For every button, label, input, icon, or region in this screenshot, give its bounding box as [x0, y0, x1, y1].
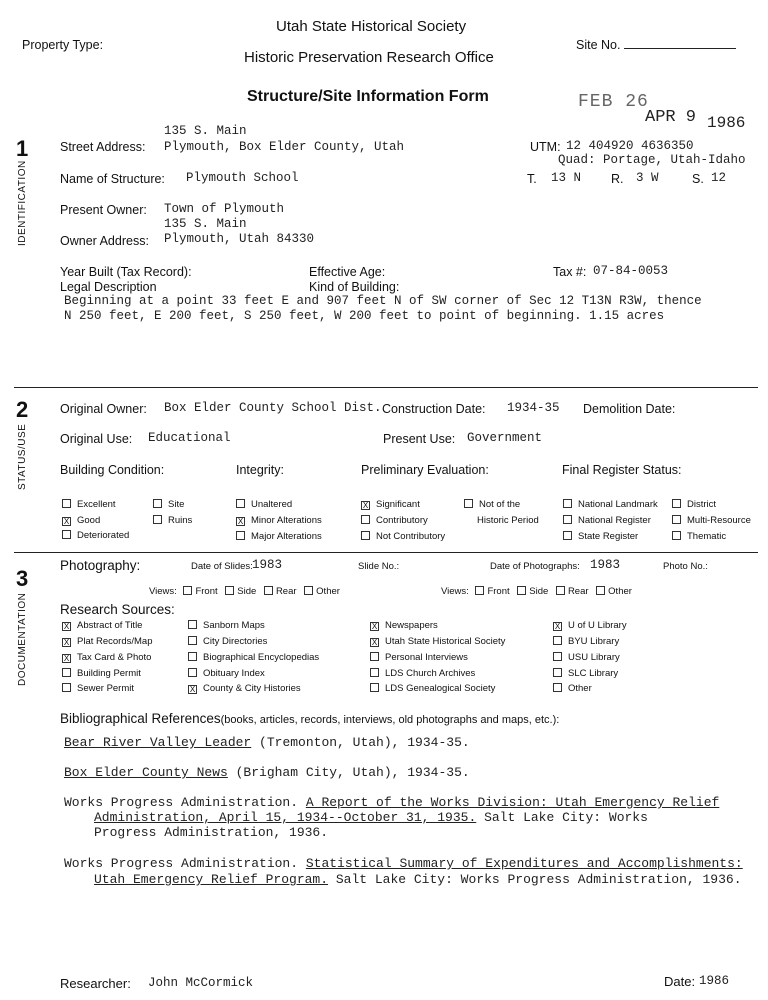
checkbox-box: [153, 499, 162, 508]
checkbox-major-alterations[interactable]: Major Alterations: [236, 531, 322, 542]
reference-2: Box Elder County News (Brigham City, Utah), 1934-35.: [64, 765, 470, 780]
checkbox-tax-card[interactable]: X Tax Card & Photo: [63, 652, 152, 663]
section-label-status-use: STATUS/USE: [17, 423, 28, 490]
checkbox-district[interactable]: District: [672, 499, 716, 510]
final-register-status-label: Final Register Status:: [562, 463, 682, 477]
section-number-2: 2: [16, 397, 29, 422]
street-address-label: Street Address:: [60, 140, 146, 154]
reference-4-line-1: Works Progress Administration. Statistical Summary of Expenditures and Accomplishments:: [64, 856, 743, 871]
section-s-value: 12: [711, 171, 727, 185]
checkbox-box: [62, 530, 71, 539]
checkbox-box: [188, 620, 197, 629]
checkbox-box: [62, 668, 71, 677]
checkbox-box: [62, 499, 71, 508]
checkbox-photos-side[interactable]: [517, 586, 526, 595]
original-owner-value: Box Elder County School Dist.: [164, 401, 382, 415]
received-stamp-feb: FEB 26: [578, 92, 649, 112]
checkbox-contributory[interactable]: Contributory: [361, 515, 428, 526]
checkbox-good[interactable]: X Good: [63, 515, 101, 526]
checkbox-not-contributory[interactable]: Not Contributory: [361, 531, 445, 542]
checkbox-box-checked: X: [554, 622, 561, 631]
present-owner-value: Town of Plymouth: [164, 202, 285, 216]
section-s-label: S.: [692, 172, 704, 186]
section-number-1: 1: [16, 136, 29, 161]
checkbox-box-checked: X: [63, 654, 70, 663]
checkbox-box: [188, 668, 197, 677]
checkbox-building-permit[interactable]: Building Permit: [62, 668, 141, 679]
preliminary-evaluation-label: Preliminary Evaluation:: [361, 463, 489, 477]
checkbox-box-checked: X: [371, 638, 378, 647]
section-label-documentation: DOCUMENTATION: [17, 592, 28, 686]
checkbox-lds-genealogical-society[interactable]: LDS Genealogical Society: [370, 683, 495, 694]
present-use-value: Government: [467, 431, 543, 445]
checkbox-newspapers[interactable]: X Newspapers: [371, 620, 438, 631]
checkbox-u-of-u-library[interactable]: X U of U Library: [554, 620, 627, 631]
checkbox-box: [370, 652, 379, 661]
checkbox-biographical-encyclopedias[interactable]: Biographical Encyclopedias: [188, 652, 319, 663]
checkbox-not-of-historic-period[interactable]: Not of the: [464, 499, 520, 510]
checkbox-photos-other[interactable]: [596, 586, 605, 595]
checkbox-box: [188, 652, 197, 661]
checkbox-sanborn-maps[interactable]: Sanborn Maps: [188, 620, 265, 631]
checkbox-box-checked: X: [237, 517, 244, 526]
checkbox-box: [62, 683, 71, 692]
checkbox-box: [188, 636, 197, 645]
street-address-value: Plymouth, Box Elder County, Utah: [164, 140, 405, 154]
checkbox-box: [361, 515, 370, 524]
checkbox-slides-front[interactable]: [183, 586, 192, 595]
date-of-photographs-value: 1983: [590, 558, 621, 572]
checkbox-box-checked: X: [189, 685, 196, 694]
checkbox-box: [370, 683, 379, 692]
received-stamp-apr: APR 9: [645, 108, 697, 127]
reference-4-line-2: Utah Emergency Relief Program. Salt Lake City: Works Progress Administration, 1936.: [94, 872, 742, 887]
owner-address-line-2: Plymouth, Utah 84330: [164, 232, 315, 246]
checkbox-box: [553, 652, 562, 661]
checkbox-box-checked: X: [362, 501, 369, 510]
checkbox-box: [464, 499, 473, 508]
year-built-label: Year Built (Tax Record):: [60, 265, 192, 279]
checkbox-state-register[interactable]: State Register: [563, 531, 638, 542]
checkbox-obituary-index[interactable]: Obituary Index: [188, 668, 265, 679]
office-name: Historic Preservation Research Office: [244, 49, 494, 66]
quad-value: Quad: Portage, Utah-Idaho: [558, 153, 746, 167]
org-name: Utah State Historical Society: [276, 18, 467, 35]
checkbox-box: [361, 531, 370, 540]
section-divider-2: [14, 552, 758, 553]
checkbox-city-directories[interactable]: City Directories: [188, 636, 267, 647]
checkbox-box: [563, 515, 572, 524]
checkbox-site[interactable]: Site: [153, 499, 184, 510]
original-use-value: Educational: [148, 431, 231, 445]
owner-address-label: Owner Address:: [60, 234, 149, 248]
checkbox-photos-front[interactable]: [475, 586, 484, 595]
structure-name-value: Plymouth School: [186, 171, 299, 185]
legal-description-line-1: Beginning at a point 33 feet E and 907 feet N of SW corner of Sec 12 T13N R3W, thence: [64, 294, 702, 308]
checkbox-box-checked: X: [63, 622, 70, 631]
legal-description-label: Legal Description: [60, 280, 157, 294]
checkbox-box-checked: X: [63, 638, 70, 647]
checkbox-unaltered[interactable]: Unaltered: [236, 499, 292, 510]
slide-no-label: Slide No.:: [358, 561, 400, 572]
reference-3-line-2: Administration, April 15, 1934--October 31, 1935. Salt Lake City: Works: [94, 810, 648, 825]
date-value: 1986: [699, 974, 730, 988]
checkbox-box: [553, 683, 562, 692]
received-stamp-year: 1986: [707, 114, 746, 132]
utm-label: UTM:: [530, 140, 561, 154]
construction-date-label: Construction Date:: [382, 402, 486, 416]
original-owner-label: Original Owner:: [60, 402, 147, 416]
legal-description-line-2: N 250 feet, E 200 feet, S 250 feet, W 200 feet to point of beginning. 1.15 acres: [64, 309, 665, 323]
photo-no-label: Photo No.:: [663, 561, 708, 572]
slides-views-row: Views: Front Side Rear Other: [149, 586, 340, 597]
checkbox-minor-alterations[interactable]: X Minor Alterations: [237, 515, 322, 526]
checkbox-box: [370, 668, 379, 677]
checkbox-byu-library[interactable]: BYU Library: [553, 636, 619, 647]
checkbox-slides-rear[interactable]: [264, 586, 273, 595]
checkbox-photos-rear[interactable]: [556, 586, 565, 595]
tax-number-label: Tax #:: [553, 265, 587, 279]
reference-1: Bear River Valley Leader (Tremonton, Utah), 1934-35.: [64, 735, 470, 750]
research-sources-label: Research Sources:: [60, 602, 175, 617]
checkbox-slides-other[interactable]: [304, 586, 313, 595]
checkbox-thematic[interactable]: Thematic: [672, 531, 726, 542]
range-label: R.: [611, 172, 624, 186]
street-line-1: 135 S. Main: [164, 124, 247, 138]
checkbox-slc-library[interactable]: SLC Library: [553, 668, 618, 679]
checkbox-box: [672, 531, 681, 540]
checkbox-other-source[interactable]: Other: [553, 683, 592, 694]
checkbox-utah-state-historical-society[interactable]: X Utah State Historical Society: [371, 636, 506, 647]
checkbox-personal-interviews[interactable]: Personal Interviews: [370, 652, 468, 663]
checkbox-box: [563, 499, 572, 508]
date-of-slides-value: 1983: [252, 558, 283, 572]
checkbox-plat-records[interactable]: X Plat Records/Map: [63, 636, 153, 647]
effective-age-label: Effective Age:: [309, 265, 386, 279]
checkbox-box: [563, 531, 572, 540]
section-label-identification: IDENTIFICATION: [17, 160, 28, 246]
checkbox-national-register[interactable]: National Register: [563, 515, 651, 526]
section-number-3: 3: [16, 566, 29, 591]
checkbox-national-landmark[interactable]: National Landmark: [563, 499, 658, 510]
structure-name-label: Name of Structure:: [60, 172, 165, 186]
bibliographical-references-heading: Bibliographical References(books, articles, records, interviews, old photographs and maps, etc.):: [60, 711, 560, 726]
researcher-value: John McCormick: [148, 976, 254, 990]
reference-3-line-1: Works Progress Administration. A Report of the Works Division: Utah Emergency Relief: [64, 795, 720, 810]
date-of-photographs-label: Date of Photographs:: [490, 561, 580, 572]
checkbox-excellent[interactable]: Excellent: [62, 499, 116, 510]
demolition-date-label: Demolition Date:: [583, 402, 676, 416]
present-use-label: Present Use:: [383, 432, 456, 446]
township-value: 13 N: [551, 171, 582, 185]
owner-address-line-1: 135 S. Main: [164, 217, 247, 231]
checkbox-abstract-of-title[interactable]: X Abstract of Title: [63, 620, 143, 631]
building-condition-label: Building Condition:: [60, 463, 165, 477]
checkbox-box: [672, 515, 681, 524]
checkbox-box: [672, 499, 681, 508]
checkbox-box: [236, 531, 245, 540]
checkbox-box: [236, 499, 245, 508]
utm-value: 12 404920 4636350: [566, 139, 694, 153]
checkbox-significant[interactable]: X Significant: [362, 499, 420, 510]
checkbox-county-city-histories[interactable]: X County & City Histories: [189, 683, 301, 694]
checkbox-box: [553, 636, 562, 645]
checkbox-box-checked: X: [371, 622, 378, 631]
checkbox-slides-side[interactable]: [225, 586, 234, 595]
integrity-label: Integrity:: [236, 463, 284, 477]
section-divider-1: [14, 387, 758, 388]
researcher-label: Researcher:: [60, 976, 131, 991]
form-title: Structure/Site Information Form: [247, 88, 489, 105]
photos-views-row: Views: Front Side Rear Other: [441, 586, 632, 597]
not-of-historic-period-line-2: Historic Period: [477, 515, 539, 526]
checkbox-ruins[interactable]: Ruins: [153, 515, 192, 526]
date-label: Date:: [664, 974, 696, 989]
present-owner-label: Present Owner:: [60, 203, 147, 217]
checkbox-multi-resource[interactable]: Multi-Resource: [672, 515, 751, 526]
date-of-slides-label: Date of Slides:: [191, 561, 253, 572]
construction-date-value: 1934-35: [507, 401, 560, 415]
property-type-label: Property Type:: [22, 38, 104, 52]
reference-3-line-3: Progress Administration, 1936.: [94, 825, 329, 840]
checkbox-sewer-permit[interactable]: Sewer Permit: [62, 683, 134, 694]
checkbox-usu-library[interactable]: USU Library: [553, 652, 620, 663]
kind-of-building-label: Kind of Building:: [309, 280, 400, 294]
township-label: T.: [527, 172, 537, 186]
tax-number-value: 07-84-0053: [593, 264, 669, 278]
site-no-label: Site No.: [576, 38, 736, 52]
checkbox-box: [153, 515, 162, 524]
range-value: 3 W: [636, 171, 659, 185]
original-use-label: Original Use:: [60, 432, 133, 446]
checkbox-lds-church-archives[interactable]: LDS Church Archives: [370, 668, 475, 679]
photography-label: Photography:: [60, 558, 141, 573]
checkbox-box-checked: X: [63, 517, 70, 526]
checkbox-box: [553, 668, 562, 677]
checkbox-deteriorated[interactable]: Deteriorated: [62, 530, 129, 541]
